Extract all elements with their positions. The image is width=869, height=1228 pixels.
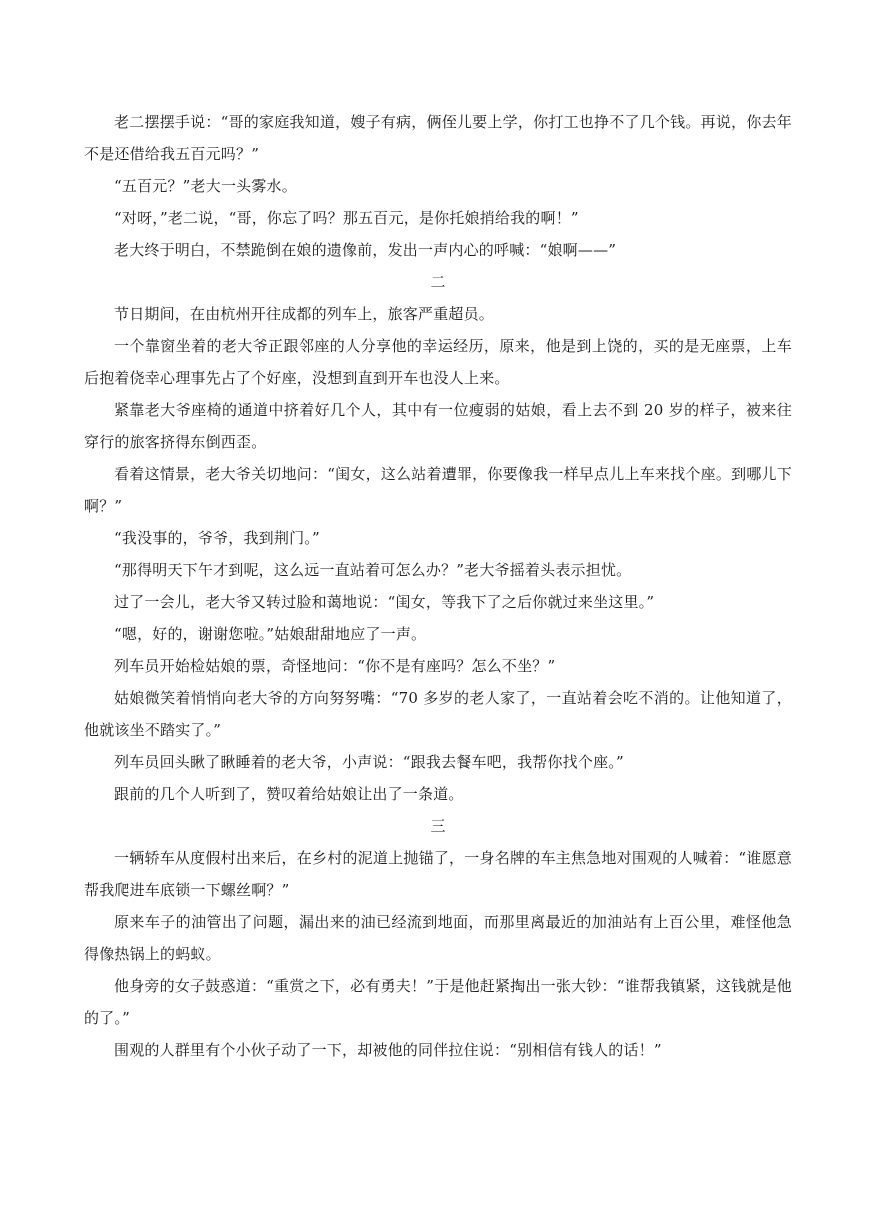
paragraph: “那得明天下午才到呢，这么远一直站着可怎么办？”老大爷摇着头表示担忧。 [114,561,632,579]
section-heading: 三 [430,817,446,835]
paragraph: 过了一会儿，老大爷又转过脸和蔼地说：“闺女，等我下了之后你就过来坐这里。” [114,593,655,611]
document-body [84,106,792,1066]
paragraph: 老二摆摆手说：“哥的家庭我知道，嫂子有病，俩侄儿要上学，你打工也挣不了几个钱。再说，你去年不是还借给我五百元吗？” [84,113,792,163]
paragraph: 列车员回头瞅了瞅睡着的老大爷，小声说：“跟我去餐车吧，我帮你找个座。” [114,753,624,771]
paragraph: 一个靠窗坐着的老大爷正跟邻座的人分享他的幸运经历，原来，他是到上饶的，买的是无座票，上车后抱着侥幸心理事先占了个好座，没想到直到开车也没人上来。 [84,337,792,387]
paragraph: 姑娘微笑着悄悄向老大爷的方向努努嘴：“70 多岁的老人家了，一直站着会吃不消的。让他知道了，他就该坐不踏实了。” [84,689,792,739]
paragraph: “五百元？”老大一头雾水。 [114,177,297,195]
paragraph: 看着这情景，老大爷关切地问：“闺女，这么站着遭罪，你要像我一样早点儿上车来找个座。到哪儿下啊？” [84,465,792,515]
paragraph: 一辆轿车从度假村出来后，在乡村的泥道上抛锚了，一身名牌的车主焦急地对围观的人喊着：“谁愿意帮我爬进车底锁一下螺丝啊？” [84,849,792,899]
paragraph: 列车员开始检姑娘的票，奇怪地问：“你不是有座吗？怎么不坐？” [114,657,556,675]
paragraph: “嗯，好的，谢谢您啦。”姑娘甜甜地应了一声。 [114,625,427,643]
paragraph: 围观的人群里有个小伙子动了一下，却被他的同伴拉住说：“别相信有钱人的话！” [114,1041,662,1059]
paragraph: 紧靠老大爷座椅的通道中挤着好几个人，其中有一位瘦弱的姑娘，看上去不到 20 岁的样子，被来往穿行的旅客挤得东倒西歪。 [84,401,792,451]
paragraph: 老大终于明白，不禁跪倒在娘的遗像前，发出一声内心的呼喊：“娘啊——” [114,241,617,259]
paragraph: 他身旁的女子鼓惑道：“重赏之下，必有勇夫！”于是他赶紧掏出一张大钞：“谁帮我镇紧，这钱就是他的了。” [84,977,792,1027]
section-heading: 二 [430,273,446,291]
paragraph: “我没事的，爷爷，我到荆门。” [114,529,320,547]
paragraph: “对呀，”老二说，“哥，你忘了吗？那五百元，是你托娘捎给我的啊！” [114,209,579,227]
paragraph: 原来车子的油管出了问题，漏出来的油已经流到地面，而那里离最近的加油站有上百公里，难怪他急得像热锅上的蚂蚁。 [84,913,792,963]
paragraph: 节日期间，在由杭州开往成都的列车上，旅客严重超员。 [114,305,495,323]
paragraph: 跟前的几个人听到了，赞叹着给姑娘让出了一条道。 [114,785,464,803]
